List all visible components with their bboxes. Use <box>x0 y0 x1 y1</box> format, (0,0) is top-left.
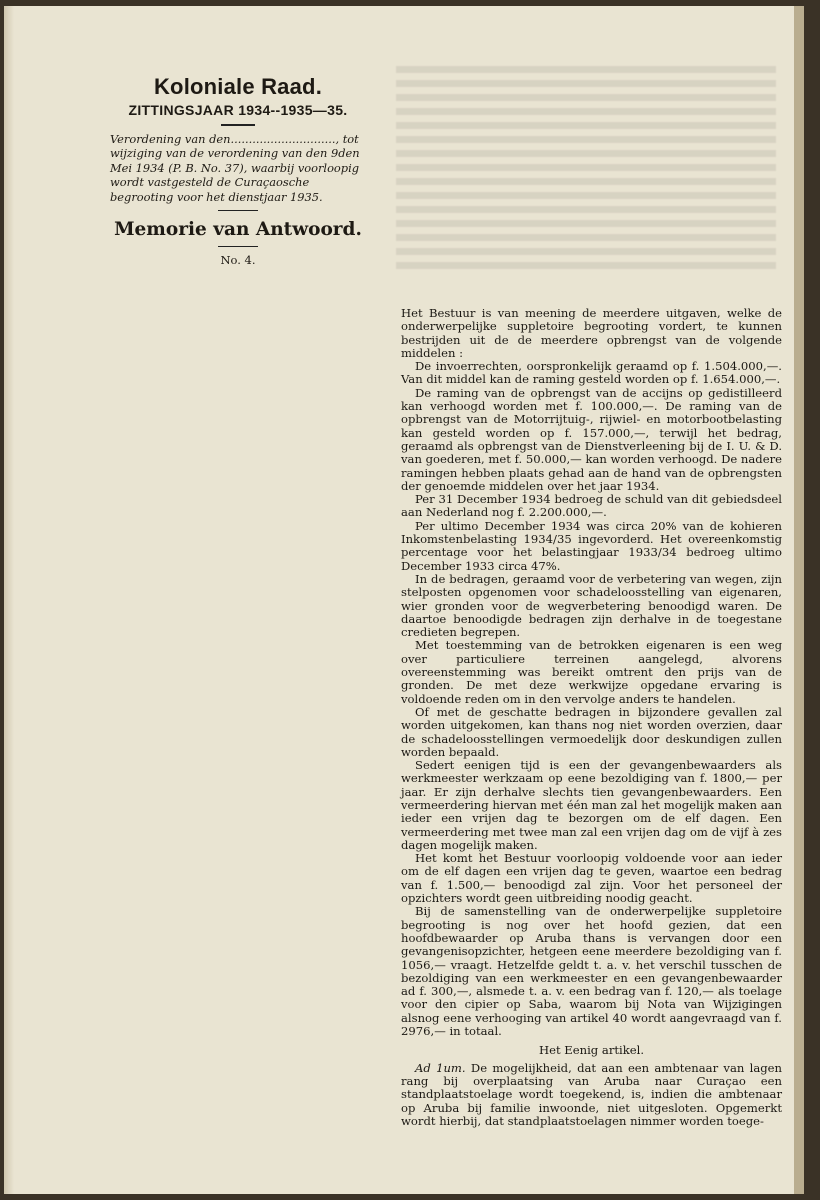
session-year: ZITTINGSJAAR 1934--1935—35. <box>128 102 348 118</box>
paragraph: Met toestemming van de betrokken eigenaren is een weg over particuliere terreinen aangelegd, alvorens overeenstemming was bereikt omtrent den prijs van de gronden. De met deze werkwijze opgedane ervaring is voldoende reden om in den vervolge anders te handelen. <box>401 638 782 706</box>
paragraph: Het Bestuur is van meening de meerdere uitgaven, welke de onderwerpelijke suppletoire begrooting vordert, te kunnen bestrijden uit de de meerdere opbrengst van de volgende middelen : <box>401 306 782 360</box>
answer-body <box>401 307 782 1128</box>
divider <box>218 210 258 211</box>
divider <box>218 246 258 247</box>
paragraph: De raming van de opbrengst van de accijns op gedistilleerd kan verhoogd worden met f. 100.000,—. De raming van de opbrengst van de Motorrijtuig-, rijwiel- en motorbootbelasting kan gesteld worden op f. 157.000,—, terwijl het bedrag, geraamd als opbrengst van de Dienstverleening bij de I. U. & D. van goederen, met f. 50.000,— kan worden verhoogd. De nadere ramingen hebben plaats gehad aan de hand van de opbrengsten der genoemde middelen over het jaar 1934. <box>401 385 782 493</box>
section-heading: Het Eenig artikel. <box>538 1043 645 1058</box>
ad-lum-text: De mogelijkheid, dat aan een ambtenaar van lagen rang bij overplaatsing van Aruba naar Curaçao een standplaatstoelage wordt toegekend, is, indien die ambtenaar op Aruba bij familie inwoonde, niet uitgesloten. Opgemerkt wordt hierbij, dat standplaatstoelagen nimmer worden toege- <box>401 1060 782 1128</box>
paragraph: Of met de geschatte bedragen in bijzondere gevallen zal worden uitgekomen, kan thans nog niet worden overzien, daar de schadeloosstellingen vermoedelijk door deskundigen zullen worden bepaald. <box>401 704 782 759</box>
paragraph: In de bedragen, geraamd voor de verbetering van wegen, zijn stelposten opgenomen voor schadeloosstelling van eigenaren, wier gronden voor de wegverbetering benoodigd waren. De daartoe benoodigde bedragen zijn derhalve in de toegestane credieten begrepen. <box>401 571 782 640</box>
bleed-through-shadow <box>396 66 776 276</box>
page-binding-edge <box>4 6 14 1194</box>
memorie-heading: Memorie van Antwoord. <box>114 219 362 241</box>
paragraph: De invoerrechten, oorspronkelijk geraamd op f. 1.504.000,—. Van dit middel kan de raming gesteld worden op f. 1.654.000,—. <box>401 359 782 387</box>
paragraph: Bij de samenstelling van de onderwerpelijke suppletoire begrooting is nog over het hoofd gezien, dat een hoofdbewaarder op Aruba thans is vervangen door een gevangenisopzichter, hetgeen eene meerdere bezoldiging van f. 1056,— vraagt. Hetzelfde geldt t. a. v. het verschil tusschen de bezoldiging van een werkmeester en een gevangenbewaarder ad f. 300,—, alsmede t. a. v. een bedrag van f. 120,— als toelage voor den cipier op Saba, waarom bij Nota van Wijzigingen alsnog eene verhooging van artikel 40 wordt aangevraagd van f. 2976,— in totaal. <box>401 904 782 1039</box>
document-number: No. 4. <box>220 253 256 268</box>
ad-lum-label: Ad 1um. <box>415 1060 466 1075</box>
document-page <box>4 6 804 1194</box>
header-block <box>108 74 368 267</box>
divider <box>221 124 255 126</box>
paragraph: Per ultimo December 1934 was circa 20% van de kohieren Inkomstenbelasting 1934/35 ingevorderd. Het overeenkomstig percentage voor het belastingjaar 1933/34 bedroeg ultimo December 1933 circa 47%. <box>401 518 782 573</box>
paragraph: Sedert eenigen tijd is een der gevangenbewaarders als werkmeester werkzaam op eene bezoldiging van f. 1800,— per jaar. Er zijn derhalve slechts tien gevangenbewaarders. Een vermeerdering hiervan met één man zal het mogelijk maken aan ieder een vrijen dag te bezorgen om de elf dagen. Een vermeerdering met twee man zal een vrijen dag om de vijf à zes dagen mogelijk maken. <box>401 758 782 852</box>
paragraph-ad-lum <box>401 1062 782 1128</box>
paragraph: Per 31 December 1934 bedroeg de schuld van dit gebiedsdeel aan Nederland nog f. 2.200.000,—. <box>401 492 782 520</box>
ordinance-description: Verordening van den............................., tot wijziging van de verordening van den 9den Mei 1934 (P. B. No. 37), waarbij voorloopig wordt vastgesteld de Curaçaosche begrooting voor het dienstjaar 1935. <box>110 132 360 204</box>
paragraph: Het komt het Bestuur voorloopig voldoende voor aan ieder om de elf dagen een vrijen dag te geven, waartoe een bedrag van f. 1.500,— benoodigd zal zijn. Voor het personeel der opzichters wordt geen uitbreiding noodig geacht. <box>401 851 782 906</box>
council-title: Koloniale Raad. <box>153 74 323 99</box>
